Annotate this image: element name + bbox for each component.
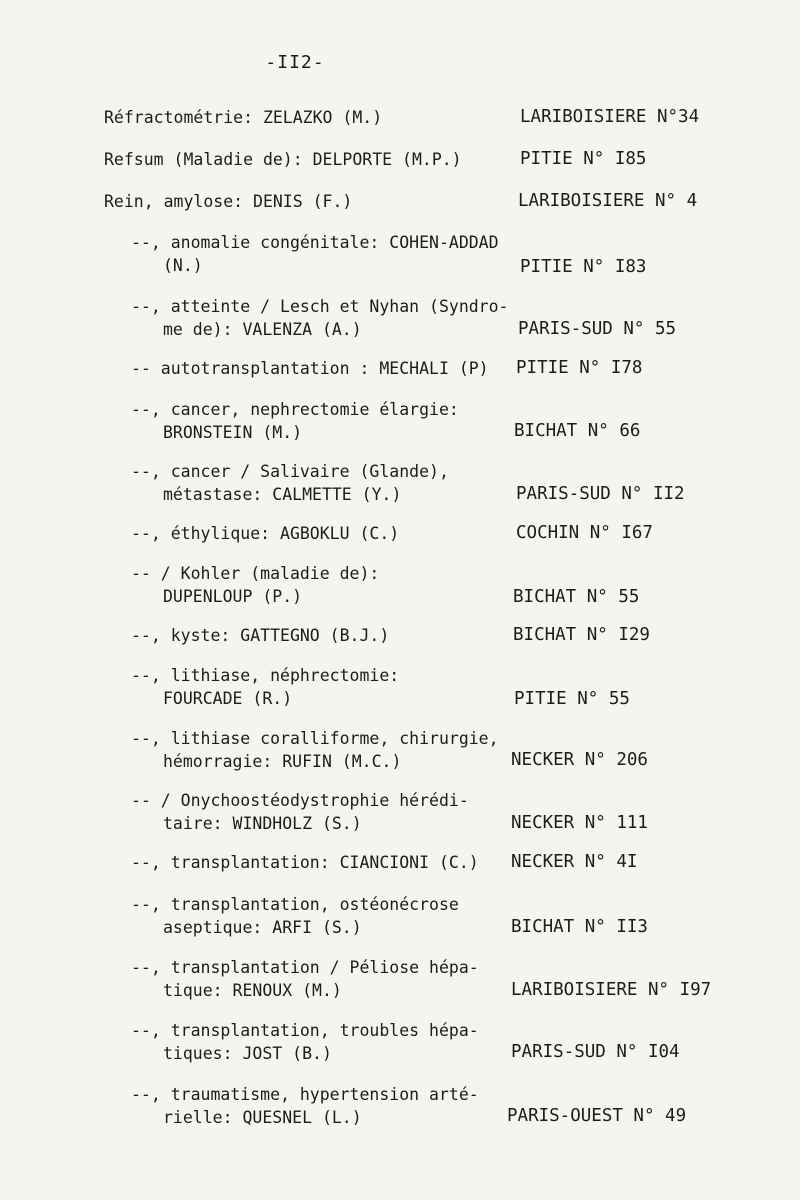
entry-subject — [104, 148, 462, 171]
entry-line: -- / Kohler (maladie de): — [131, 564, 380, 583]
entry-line: Rein, amylose: DENIS (F.) — [104, 192, 353, 211]
entry-line: --, transplantation: CIANCIONI (C.) — [131, 853, 479, 872]
entry-subject — [131, 624, 389, 647]
entry-reference: BICHAT N° 55 — [513, 587, 640, 607]
entry-reference: PITIE N° 55 — [514, 689, 630, 709]
entry-reference: NECKER N° 4I — [511, 852, 638, 872]
entry-subject — [104, 190, 352, 213]
entry-line: --, lithiase, néphrectomie: — [131, 666, 400, 685]
entry-subject — [104, 106, 382, 129]
entry-line: BRONSTEIN (M.) — [163, 423, 303, 442]
entry-line: --, transplantation, troubles hépa- — [131, 1021, 479, 1040]
entry-subject — [131, 460, 449, 506]
entry-line: taire: WINDHOLZ (S.) — [163, 814, 362, 833]
entry-line: tique: RENOUX (M.) — [163, 981, 342, 1000]
entry-reference: PITIE N° I83 — [520, 257, 647, 277]
entry-line: hémorragie: RUFIN (M.C.) — [163, 752, 402, 771]
entry-line: --, traumatisme, hypertension arté- — [131, 1085, 479, 1104]
entry-line: DUPENLOUP (P.) — [163, 587, 303, 606]
entry-line: rielle: QUESNEL (L.) — [163, 1108, 362, 1127]
entry-line: --, anomalie congénitale: COHEN-ADDAD — [131, 233, 499, 252]
entry-reference: PITIE N° I85 — [520, 149, 647, 169]
entry-subject — [131, 1019, 479, 1065]
page-number: -II2- — [265, 52, 325, 73]
entry-line: (N.) — [163, 256, 203, 275]
entry-line: Refsum (Maladie de): DELPORTE (M.P.) — [104, 150, 462, 169]
entry-reference: NECKER N° 206 — [511, 750, 648, 770]
entry-reference: LARIBOISIERE N° I97 — [511, 980, 712, 1000]
entry-line: --, cancer, nephrectomie élargie: — [131, 400, 459, 419]
entry-subject — [131, 664, 399, 710]
entry-subject — [131, 956, 479, 1002]
entry-line: --, transplantation / Péliose hépa- — [131, 958, 479, 977]
entry-line: --, transplantation, ostéonécrose — [131, 895, 459, 914]
entry-reference: PARIS-SUD N° II2 — [516, 484, 685, 504]
entry-subject — [131, 231, 499, 277]
entry-reference: LARIBOISIERE N° 4 — [518, 191, 698, 211]
entry-line: --, lithiase coralliforme, chirurgie, — [131, 729, 499, 748]
entry-subject — [131, 893, 459, 939]
entry-line: aseptique: ARFI (S.) — [163, 918, 362, 937]
entry-subject — [131, 357, 489, 380]
entry-reference: PARIS-SUD N° I04 — [511, 1042, 680, 1062]
entry-line: métastase: CALMETTE (Y.) — [163, 485, 402, 504]
entry-reference: NECKER N° 111 — [511, 813, 648, 833]
entry-reference: PITIE N° I78 — [516, 358, 643, 378]
entry-line: FOURCADE (R.) — [163, 689, 293, 708]
entry-reference: BICHAT N° II3 — [511, 917, 648, 937]
entry-line: tiques: JOST (B.) — [163, 1044, 332, 1063]
entry-subject — [131, 295, 509, 341]
entry-reference: COCHIN N° I67 — [516, 523, 653, 543]
entry-subject — [131, 727, 499, 773]
entry-reference: BICHAT N° I29 — [513, 625, 650, 645]
entry-line: -- / Onychoostéodystrophie hérédi- — [131, 791, 469, 810]
entry-reference: LARIBOISIERE N°34 — [520, 107, 700, 127]
entry-subject — [131, 851, 479, 874]
entry-line: -- autotransplantation : MECHALI (P) — [131, 359, 489, 378]
entry-line: --, cancer / Salivaire (Glande), — [131, 462, 449, 481]
entry-subject — [131, 398, 459, 444]
entry-line: --, atteinte / Lesch et Nyhan (Syndro- — [131, 297, 509, 316]
entry-subject — [131, 522, 399, 545]
entry-reference: BICHAT N° 66 — [514, 421, 641, 441]
entry-subject — [131, 1083, 479, 1129]
entry-line: --, kyste: GATTEGNO (B.J.) — [131, 626, 390, 645]
entry-reference: PARIS-OUEST N° 49 — [507, 1106, 687, 1126]
entry-subject — [131, 562, 379, 608]
entry-reference: PARIS-SUD N° 55 — [518, 319, 677, 339]
entry-line: --, éthylique: AGBOKLU (C.) — [131, 524, 400, 543]
entry-line: me de): VALENZA (A.) — [163, 320, 362, 339]
entry-line: Réfractométrie: ZELAZKO (M.) — [104, 108, 383, 127]
entry-subject — [131, 789, 469, 835]
